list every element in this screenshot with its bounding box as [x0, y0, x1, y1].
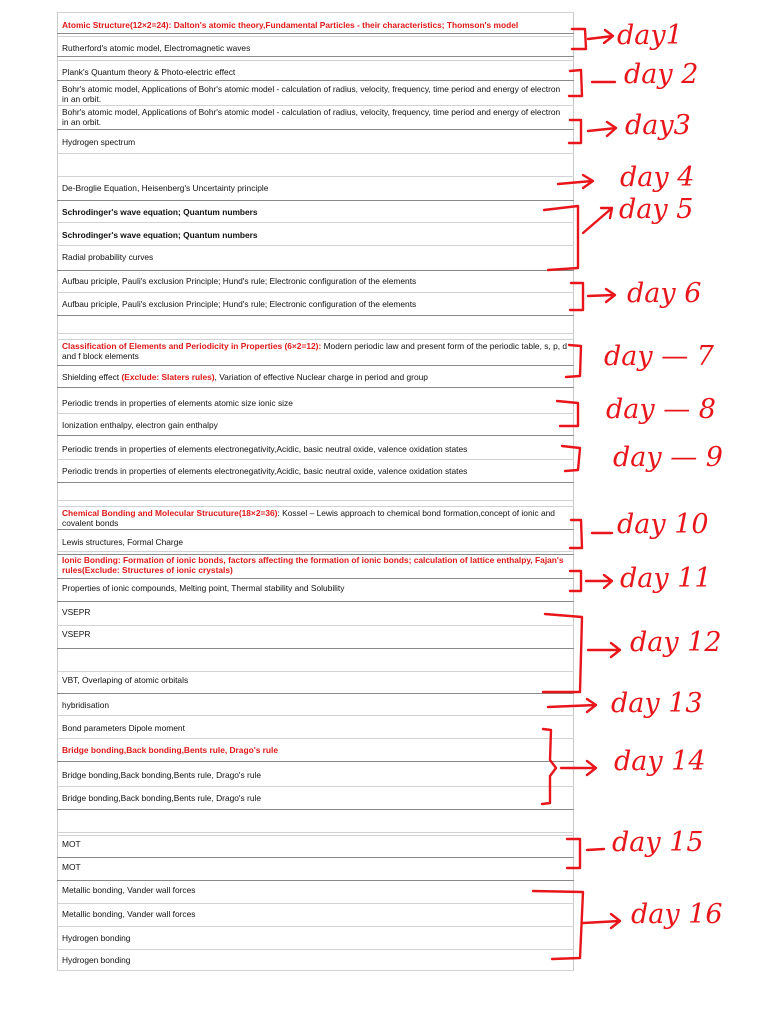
- arrow-day12: [588, 643, 620, 657]
- bracket-day7: [566, 345, 581, 377]
- label-day4: day 4: [620, 162, 695, 193]
- row-text: Periodic trends in properties of elements electronegativity,Acidic, basic neutral oxide, valence oxidation states: [62, 466, 468, 476]
- row-text: Aufbau priciple, Pauli's exclusion Principle; Hund's rule; Electronic configuration of the elements: [62, 299, 417, 309]
- row-text: Plank's Quantum theory & Photo-electric effect: [62, 67, 236, 77]
- row-text: Chemical Bonding and Molecular Strucuture(18×2=36): [62, 508, 278, 518]
- row-text: Hydrogen spectrum: [62, 137, 136, 147]
- row-text: Ionic Bonding: Formation of ionic bonds, factors affecting the formation of ionic bonds; calculation of lattice enthalpy, Fajan's rules(Exclude: Structures of ionic crystals): [62, 555, 564, 576]
- label-day11: day 11: [620, 563, 712, 594]
- row-text: Lewis structures, Formal Charge: [62, 537, 184, 547]
- arrow-day16: [583, 914, 620, 928]
- row-text: Metallic bonding, Vander wall forces: [62, 909, 196, 919]
- row-text: Shielding effect: [62, 372, 122, 382]
- row-text: Hydrogen bonding: [62, 955, 131, 965]
- row-text: Rutherford's atomic model, Electromagnetic waves: [62, 43, 251, 53]
- bracket-day3: [569, 120, 581, 143]
- row-text: hybridisation: [62, 700, 110, 710]
- bracket-day14: [542, 729, 556, 804]
- row-text: Periodic trends in properties of elements atomic size ionic size: [62, 398, 293, 408]
- label-day15: day 15: [612, 827, 704, 858]
- row-text: Classification of Elements and Periodicity in Properties (6×2=12):: [62, 341, 322, 351]
- row-text: Bond parameters Dipole moment: [62, 723, 185, 733]
- bracket-day10: [570, 520, 582, 548]
- row-text: Modern periodic law and present form of the periodic table, s, p, d and f block elements: [62, 341, 568, 362]
- label-day1: day1: [617, 20, 683, 51]
- row-text: (Exclude: Slaters rules): [121, 372, 215, 382]
- label-day8: day — 8: [606, 394, 716, 425]
- arrow-day1: [588, 30, 613, 43]
- dash-day15: [587, 849, 604, 850]
- row-text: VSEPR: [62, 629, 91, 639]
- row-text: Metallic bonding, Vander wall forces: [62, 885, 196, 895]
- arrow-day13: [548, 699, 596, 712]
- row-text: De-Broglie Equation, Heisenberg's Uncertainty principle: [62, 183, 269, 193]
- row-text: Ionization enthalpy, electron gain enthalpy: [62, 420, 218, 430]
- arrow-day11: [586, 575, 612, 588]
- arrow-day3: [588, 122, 616, 136]
- bracket-day8: [557, 401, 578, 426]
- row-text: Radial probability curves: [62, 252, 154, 262]
- label-day6: day 6: [627, 278, 702, 309]
- bracket-day16: [533, 891, 583, 959]
- row-text: Schrodinger's wave equation; Quantum numbers: [62, 230, 258, 240]
- bracket-day9: [562, 446, 580, 471]
- arrow-day6: [588, 289, 615, 302]
- bracket-day1: [572, 29, 586, 49]
- label-day16: day 16: [631, 899, 723, 930]
- row-text: MOT: [62, 839, 81, 849]
- row-text: , Variation of effective Nuclear charge in period and group: [214, 372, 428, 382]
- bracket-day5: [544, 206, 578, 270]
- label-day3: day3: [625, 110, 691, 141]
- row-text: Properties of ionic compounds, Melting point, Thermal stability and Solubility: [62, 583, 345, 593]
- label-day14: day 14: [614, 746, 706, 777]
- label-day7: day — 7: [604, 341, 714, 372]
- row-text: Atomic Structure(12×2=24): Dalton's atomic theory,Fundamental Particles - their characteristics; Thomson's model: [62, 20, 519, 30]
- label-day5: day 5: [619, 194, 694, 225]
- row-text: Bridge bonding,Back bonding,Bents rule, Drago's rule: [62, 770, 262, 780]
- row-text: Schrodinger's wave equation; Quantum numbers: [62, 207, 258, 217]
- row-text: VSEPR: [62, 607, 91, 617]
- arrow-day14: [561, 761, 596, 775]
- label-day10: day 10: [617, 509, 709, 540]
- row-text: Hydrogen bonding: [62, 933, 131, 943]
- label-day13: day 13: [611, 688, 703, 719]
- row-text: Bridge bonding,Back bonding,Bents rule, Drago's rule: [62, 793, 262, 803]
- row-text: Bohr's atomic model, Applications of Bohr's atomic model - calculation of radius, velocity, frequency, time period and energy of electron in an orbit.: [62, 107, 561, 128]
- label-day9: day — 9: [613, 442, 723, 473]
- label-day2: day 2: [624, 59, 699, 90]
- row-text: : Kossel – Lewis approach to chemical bond formation,concept of ionic and covalent bonds: [62, 508, 555, 529]
- row-text: Aufbau priciple, Pauli's exclusion Principle; Hund's rule; Electronic configuration of the elements: [62, 276, 417, 286]
- bracket-day2: [569, 70, 582, 96]
- row-text: Periodic trends in properties of elements electronegativity,Acidic, basic neutral oxide, valence oxidation states: [62, 444, 468, 454]
- row-text: Bridge bonding,Back bonding,Bents rule, Drago's rule: [62, 745, 279, 755]
- bracket-day11: [570, 571, 581, 591]
- bracket-day6: [570, 283, 583, 310]
- row-text: VBT, Overlaping of atomic orbitals: [62, 675, 189, 685]
- row-text: Bohr's atomic model, Applications of Bohr's atomic model - calculation of radius, velocity, frequency, time period and energy of electron in an orbit.: [62, 84, 561, 105]
- label-day12: day 12: [630, 627, 722, 658]
- row-text: MOT: [62, 862, 81, 872]
- bracket-day15: [567, 839, 580, 868]
- arrow-day5: [583, 208, 612, 233]
- arrow-day4: [558, 175, 593, 188]
- bracket-day12: [543, 614, 582, 692]
